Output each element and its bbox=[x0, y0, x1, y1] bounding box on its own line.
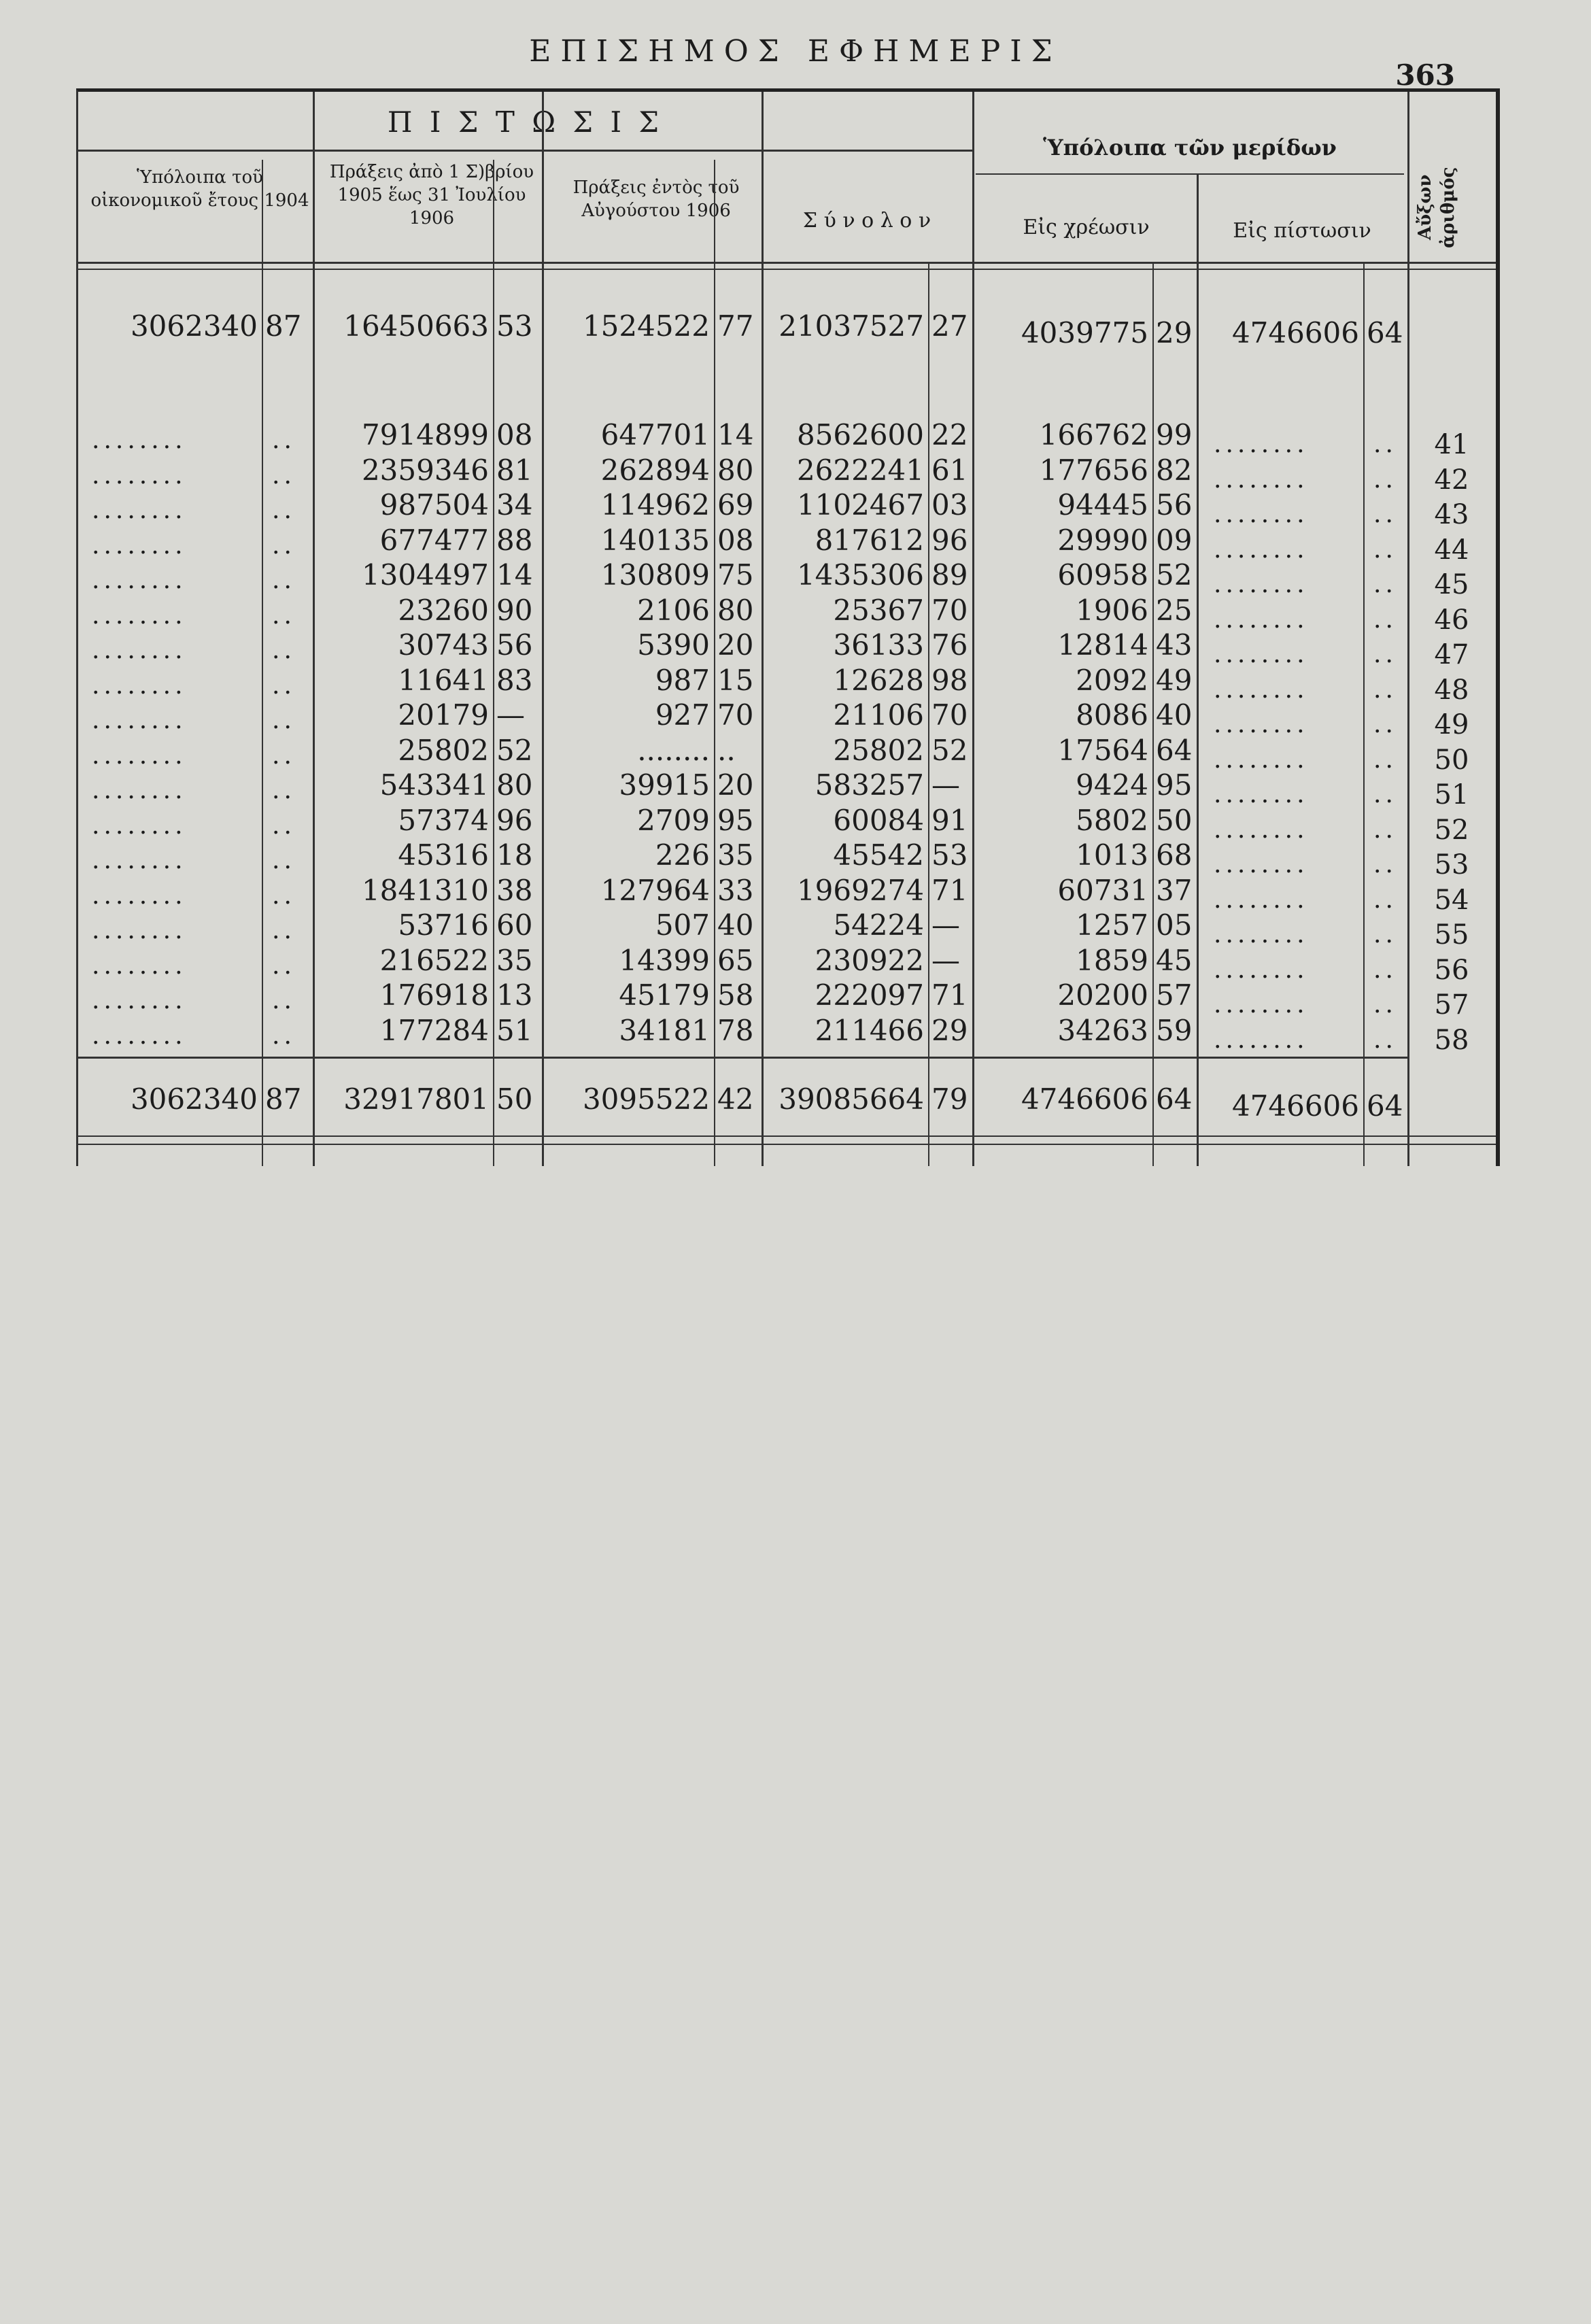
row-46-c4-whole: 25367 bbox=[833, 594, 924, 627]
column-rule bbox=[542, 92, 544, 1166]
decimal-rule bbox=[493, 160, 494, 1166]
placeholder-dots: ........ bbox=[1214, 746, 1309, 774]
row-47-c4-whole: 36133 bbox=[833, 628, 924, 662]
placeholder-dots: .. bbox=[272, 496, 296, 524]
row-55-c5-fraction: 05 bbox=[1156, 908, 1193, 942]
row-50-c3-fraction: .. bbox=[717, 734, 736, 767]
row-45-c3-whole: 130809 bbox=[600, 558, 710, 592]
header-credit: Εἰς πίστωσιν bbox=[1233, 219, 1371, 243]
row-48-c5-whole: 2092 bbox=[1076, 664, 1148, 697]
closing-rule bbox=[78, 1144, 1496, 1145]
placeholder-dots: .. bbox=[1373, 1026, 1397, 1054]
row-41-c3-whole: 647701 bbox=[600, 418, 710, 451]
row-42-c4-whole: 2622241 bbox=[796, 454, 924, 487]
row-52-c3-fraction: 95 bbox=[717, 804, 754, 837]
row-serial-number: 48 bbox=[1434, 674, 1469, 706]
row-43-c3-whole: 114962 bbox=[600, 488, 710, 522]
placeholder-dots: .. bbox=[272, 566, 296, 594]
row-50-c4-whole: 25802 bbox=[833, 734, 924, 767]
placeholder-dots: .. bbox=[272, 462, 296, 490]
row-serial-number: 44 bbox=[1434, 534, 1469, 566]
row-serial-number: 58 bbox=[1434, 1025, 1469, 1056]
row-serial-number: 50 bbox=[1434, 745, 1469, 776]
placeholder-dots: .. bbox=[1373, 746, 1397, 774]
totals-c5-fraction: 64 bbox=[1156, 1082, 1193, 1116]
header-serial-number: Αὔξων ἀριθμός bbox=[1415, 167, 1458, 248]
row-45-c5-whole: 60958 bbox=[1057, 558, 1148, 592]
row-serial-number: 57 bbox=[1434, 989, 1469, 1021]
row-51-c4-whole: 583257 bbox=[815, 768, 924, 802]
row-43-c5-fraction: 56 bbox=[1156, 488, 1193, 522]
row-56-c5-whole: 1859 bbox=[1076, 944, 1148, 977]
placeholder-dots: .. bbox=[1373, 886, 1397, 914]
row-57-c5-whole: 20200 bbox=[1057, 978, 1148, 1012]
placeholder-dots: ........ bbox=[1214, 466, 1309, 494]
row-46-c5-whole: 1906 bbox=[1076, 594, 1148, 627]
header-period-1905-1906: Πράξεις ἀπὸ 1 Σ)βρίου 1905 ἕως 31 Ἰουλίου 1906 bbox=[329, 162, 534, 228]
page-number: 363 bbox=[1395, 58, 1455, 92]
placeholder-dots: .. bbox=[272, 987, 296, 1014]
placeholder-dots: ........ bbox=[1214, 640, 1309, 668]
row-58-c2-whole: 177284 bbox=[379, 1014, 489, 1047]
row-47-c5-fraction: 43 bbox=[1156, 628, 1193, 662]
row-48-c3-whole: 987 bbox=[655, 664, 710, 697]
row-42-c3-fraction: 80 bbox=[717, 454, 754, 487]
placeholder-dots: .. bbox=[272, 672, 296, 700]
row-45-c2-whole: 1304497 bbox=[361, 558, 489, 592]
opening-c6-fraction: 64 bbox=[1367, 316, 1403, 349]
row-53-c3-whole: 226 bbox=[655, 838, 710, 872]
row-56-c2-whole: 216522 bbox=[379, 944, 489, 977]
placeholder-dots: ........ bbox=[1214, 500, 1309, 528]
row-56-c4-whole: 230922 bbox=[815, 944, 924, 977]
row-serial-number: 42 bbox=[1434, 464, 1469, 496]
placeholder-dots: ........ bbox=[1214, 711, 1309, 738]
row-51-c2-fraction: 80 bbox=[496, 768, 533, 802]
row-42-c5-whole: 177656 bbox=[1039, 454, 1148, 487]
row-56-c3-fraction: 65 bbox=[717, 944, 754, 977]
opening-c4-whole: 21037527 bbox=[779, 309, 924, 343]
row-48-c3-fraction: 15 bbox=[717, 664, 754, 697]
row-54-c4-fraction: 71 bbox=[931, 874, 968, 907]
totals-c2-whole: 32917801 bbox=[343, 1082, 489, 1116]
row-47-c4-fraction: 76 bbox=[931, 628, 968, 662]
row-49-c4-fraction: 70 bbox=[931, 698, 968, 732]
row-50-c5-fraction: 64 bbox=[1156, 734, 1193, 767]
row-58-c3-whole: 34181 bbox=[619, 1014, 710, 1047]
row-serial-number: 41 bbox=[1434, 429, 1469, 460]
placeholder-dots: .. bbox=[272, 847, 296, 874]
row-48-c2-whole: 11641 bbox=[398, 664, 489, 697]
row-57-c3-whole: 45179 bbox=[619, 978, 710, 1012]
row-53-c5-whole: 1013 bbox=[1076, 838, 1148, 872]
placeholder-dots: ........ bbox=[1214, 781, 1309, 808]
placeholder-dots: ........ bbox=[92, 672, 187, 700]
totals-c6-whole: 4746606 bbox=[1231, 1089, 1359, 1123]
opening-c2-fraction: 53 bbox=[496, 309, 533, 343]
row-serial-number: 47 bbox=[1434, 639, 1469, 670]
placeholder-dots: .. bbox=[1373, 991, 1397, 1019]
row-45-c3-fraction: 75 bbox=[717, 558, 754, 592]
row-serial-number: 52 bbox=[1434, 815, 1469, 846]
placeholder-dots: ........ bbox=[92, 706, 187, 734]
row-42-c3-whole: 262894 bbox=[600, 454, 710, 487]
row-55-c4-fraction: — bbox=[931, 908, 960, 942]
row-46-c3-whole: 2106 bbox=[637, 594, 710, 627]
placeholder-dots: ........ bbox=[1214, 956, 1309, 984]
totals-c6-fraction: 64 bbox=[1367, 1089, 1403, 1123]
closing-rule bbox=[78, 1135, 1496, 1137]
row-57-c4-whole: 222097 bbox=[815, 978, 924, 1012]
row-51-c3-whole: 39915 bbox=[619, 768, 710, 802]
placeholder-dots: ........ bbox=[92, 776, 187, 804]
row-57-c2-fraction: 13 bbox=[496, 978, 533, 1012]
row-46-c2-fraction: 90 bbox=[496, 594, 533, 627]
row-57-c2-whole: 176918 bbox=[379, 978, 489, 1012]
row-50-c3-whole: ........ bbox=[637, 734, 710, 767]
opening-c1-fraction: 87 bbox=[265, 309, 302, 343]
row-41-c5-whole: 166762 bbox=[1039, 418, 1148, 451]
placeholder-dots: ........ bbox=[92, 496, 187, 524]
balances-banner: Ὑπόλοιπα τῶν μερίδων bbox=[1043, 135, 1337, 160]
header-august-1906: Πράξεις ἐντὸς τοῦ Αὐγούστου 1906 bbox=[572, 177, 740, 221]
row-42-c4-fraction: 61 bbox=[931, 454, 968, 487]
placeholder-dots: ........ bbox=[1214, 991, 1309, 1019]
placeholder-dots: .. bbox=[1373, 500, 1397, 528]
row-51-c3-fraction: 20 bbox=[717, 768, 754, 802]
column-rule bbox=[1197, 173, 1199, 1166]
row-serial-number: 43 bbox=[1434, 499, 1469, 530]
placeholder-dots: ........ bbox=[1214, 606, 1309, 634]
placeholder-dots: .. bbox=[272, 917, 296, 944]
placeholder-dots: .. bbox=[1373, 640, 1397, 668]
decimal-rule bbox=[928, 262, 929, 1166]
header-debit: Εἰς χρέωσιν bbox=[1023, 216, 1150, 239]
row-49-c3-fraction: 70 bbox=[717, 698, 754, 732]
row-51-c5-whole: 9424 bbox=[1076, 768, 1148, 802]
row-42-c2-fraction: 81 bbox=[496, 454, 533, 487]
row-43-c4-whole: 1102467 bbox=[796, 488, 924, 522]
totals-c5-whole: 4746606 bbox=[1021, 1082, 1148, 1116]
placeholder-dots: ........ bbox=[1214, 536, 1309, 564]
row-46-c3-fraction: 80 bbox=[717, 594, 754, 627]
row-49-c2-whole: 20179 bbox=[398, 698, 489, 732]
placeholder-dots: .. bbox=[1373, 816, 1397, 844]
row-serial-number: 54 bbox=[1434, 885, 1469, 916]
row-46-c5-fraction: 25 bbox=[1156, 594, 1193, 627]
row-55-c3-whole: 507 bbox=[655, 908, 710, 942]
placeholder-dots: .. bbox=[272, 952, 296, 980]
row-52-c3-whole: 2709 bbox=[637, 804, 710, 837]
totals-c3-fraction: 42 bbox=[717, 1082, 754, 1116]
row-41-c4-fraction: 22 bbox=[931, 418, 968, 451]
row-55-c5-whole: 1257 bbox=[1076, 908, 1148, 942]
row-50-c4-fraction: 52 bbox=[931, 734, 968, 767]
opening-c5-whole: 4039775 bbox=[1021, 316, 1148, 349]
row-51-c5-fraction: 95 bbox=[1156, 768, 1193, 802]
opening-c5-fraction: 29 bbox=[1156, 316, 1193, 349]
placeholder-dots: ........ bbox=[92, 462, 187, 490]
row-58-c4-fraction: 29 bbox=[931, 1014, 968, 1047]
row-42-c5-fraction: 82 bbox=[1156, 454, 1193, 487]
row-56-c4-fraction: — bbox=[931, 944, 960, 977]
row-54-c3-fraction: 33 bbox=[717, 874, 754, 907]
totals-c1-fraction: 87 bbox=[265, 1082, 302, 1116]
placeholder-dots: ........ bbox=[92, 636, 187, 664]
placeholder-dots: ........ bbox=[92, 952, 187, 980]
placeholder-dots: ........ bbox=[92, 742, 187, 770]
row-41-c2-whole: 7914899 bbox=[361, 418, 489, 451]
row-57-c5-fraction: 57 bbox=[1156, 978, 1193, 1012]
placeholder-dots: .. bbox=[272, 426, 296, 454]
placeholder-dots: ........ bbox=[92, 882, 187, 910]
row-43-c5-whole: 94445 bbox=[1057, 488, 1148, 522]
row-52-c4-whole: 60084 bbox=[833, 804, 924, 837]
placeholder-dots: ........ bbox=[92, 917, 187, 944]
placeholder-dots: ........ bbox=[92, 987, 187, 1014]
row-53-c4-whole: 45542 bbox=[833, 838, 924, 872]
decimal-rule bbox=[714, 160, 715, 1166]
row-45-c2-fraction: 14 bbox=[496, 558, 533, 592]
placeholder-dots: ........ bbox=[92, 532, 187, 560]
placeholder-dots: .. bbox=[1373, 851, 1397, 878]
placeholder-dots: .. bbox=[272, 636, 296, 664]
opening-c3-fraction: 77 bbox=[717, 309, 754, 343]
row-44-c4-whole: 817612 bbox=[815, 524, 924, 557]
placeholder-dots: .. bbox=[1373, 711, 1397, 738]
placeholder-dots: ........ bbox=[1214, 851, 1309, 878]
placeholder-dots: ........ bbox=[1214, 816, 1309, 844]
placeholder-dots: .. bbox=[1373, 606, 1397, 634]
row-44-c3-whole: 140135 bbox=[600, 524, 710, 557]
row-55-c4-whole: 54224 bbox=[833, 908, 924, 942]
row-58-c2-fraction: 51 bbox=[496, 1014, 533, 1047]
placeholder-dots: .. bbox=[272, 602, 296, 630]
row-55-c2-whole: 53716 bbox=[398, 908, 489, 942]
row-52-c2-whole: 57374 bbox=[398, 804, 489, 837]
row-53-c2-fraction: 18 bbox=[496, 838, 533, 872]
placeholder-dots: .. bbox=[1373, 956, 1397, 984]
row-41-c5-fraction: 99 bbox=[1156, 418, 1193, 451]
row-55-c3-fraction: 40 bbox=[717, 908, 754, 942]
placeholder-dots: ........ bbox=[1214, 676, 1309, 704]
row-52-c2-fraction: 96 bbox=[496, 804, 533, 837]
row-48-c4-fraction: 98 bbox=[931, 664, 968, 697]
placeholder-dots: .. bbox=[272, 776, 296, 804]
row-49-c2-fraction: — bbox=[496, 698, 525, 732]
column-rule bbox=[762, 92, 764, 1166]
row-48-c5-fraction: 49 bbox=[1156, 664, 1193, 697]
decimal-rule bbox=[262, 160, 263, 1166]
row-48-c2-fraction: 83 bbox=[496, 664, 533, 697]
row-serial-number: 46 bbox=[1434, 604, 1469, 636]
row-53-c3-fraction: 35 bbox=[717, 838, 754, 872]
totals-c1-whole: 3062340 bbox=[130, 1082, 258, 1116]
row-48-c4-whole: 12628 bbox=[833, 664, 924, 697]
row-47-c5-whole: 12814 bbox=[1057, 628, 1148, 662]
row-44-c5-whole: 29990 bbox=[1057, 524, 1148, 557]
row-43-c3-fraction: 69 bbox=[717, 488, 754, 522]
row-42-c2-whole: 2359346 bbox=[361, 454, 489, 487]
placeholder-dots: .. bbox=[1373, 781, 1397, 808]
placeholder-dots: .. bbox=[1373, 676, 1397, 704]
row-49-c3-whole: 927 bbox=[655, 698, 710, 732]
placeholder-dots: .. bbox=[1373, 536, 1397, 564]
row-41-c4-whole: 8562600 bbox=[796, 418, 924, 451]
row-41-c2-fraction: 08 bbox=[496, 418, 533, 451]
row-44-c5-fraction: 09 bbox=[1156, 524, 1193, 557]
column-rule bbox=[972, 92, 974, 1166]
row-54-c2-whole: 1841310 bbox=[361, 874, 489, 907]
row-55-c2-fraction: 60 bbox=[496, 908, 533, 942]
credits-banner: Π Ι Σ Τ Ω Σ Ι Σ bbox=[387, 105, 664, 139]
column-rule bbox=[313, 92, 315, 1166]
column-rule bbox=[1407, 92, 1409, 1166]
row-47-c3-fraction: 20 bbox=[717, 628, 754, 662]
opening-c4-fraction: 27 bbox=[931, 309, 968, 343]
opening-c2-whole: 16450663 bbox=[343, 309, 489, 343]
row-58-c3-fraction: 78 bbox=[717, 1014, 754, 1047]
placeholder-dots: ........ bbox=[1214, 886, 1309, 914]
row-44-c2-fraction: 88 bbox=[496, 524, 533, 557]
row-58-c4-whole: 211466 bbox=[815, 1014, 924, 1047]
placeholder-dots: .. bbox=[272, 706, 296, 734]
placeholder-dots: ........ bbox=[92, 847, 187, 874]
decimal-rule bbox=[1152, 262, 1154, 1166]
placeholder-dots: ........ bbox=[1214, 430, 1309, 458]
row-47-c3-whole: 5390 bbox=[637, 628, 710, 662]
placeholder-dots: .. bbox=[1373, 430, 1397, 458]
row-49-c5-fraction: 40 bbox=[1156, 698, 1193, 732]
row-51-c4-fraction: — bbox=[931, 768, 960, 802]
row-50-c5-whole: 17564 bbox=[1057, 734, 1148, 767]
placeholder-dots: .. bbox=[272, 1022, 296, 1050]
placeholder-dots: .. bbox=[272, 812, 296, 840]
placeholder-dots: .. bbox=[1373, 570, 1397, 598]
totals-c3-whole: 3095522 bbox=[582, 1082, 710, 1116]
row-52-c5-whole: 5802 bbox=[1076, 804, 1148, 837]
placeholder-dots: .. bbox=[1373, 466, 1397, 494]
row-57-c4-fraction: 71 bbox=[931, 978, 968, 1012]
row-56-c5-fraction: 45 bbox=[1156, 944, 1193, 977]
totals-rule bbox=[78, 1057, 1407, 1059]
row-54-c3-whole: 127964 bbox=[600, 874, 710, 907]
placeholder-dots: .. bbox=[272, 882, 296, 910]
placeholder-dots: ........ bbox=[92, 602, 187, 630]
row-57-c3-fraction: 58 bbox=[717, 978, 754, 1012]
row-43-c2-fraction: 34 bbox=[496, 488, 533, 522]
row-46-c4-fraction: 70 bbox=[931, 594, 968, 627]
row-47-c2-whole: 30743 bbox=[398, 628, 489, 662]
placeholder-dots: .. bbox=[272, 532, 296, 560]
opening-c3-whole: 1524522 bbox=[582, 309, 710, 343]
placeholder-dots: ........ bbox=[92, 426, 187, 454]
row-54-c4-whole: 1969274 bbox=[796, 874, 924, 907]
row-53-c2-whole: 45316 bbox=[398, 838, 489, 872]
row-56-c2-fraction: 35 bbox=[496, 944, 533, 977]
opening-c1-whole: 3062340 bbox=[130, 309, 258, 343]
row-46-c2-whole: 23260 bbox=[398, 594, 489, 627]
placeholder-dots: ........ bbox=[92, 1022, 187, 1050]
header-balances-1904: Ὑπόλοιπα τοῦ οἰκονομικοῦ ἔτους 1904 bbox=[90, 167, 309, 211]
decimal-rule bbox=[1363, 262, 1365, 1166]
placeholder-dots: ........ bbox=[92, 566, 187, 594]
row-41-c3-fraction: 14 bbox=[717, 418, 754, 451]
row-54-c5-fraction: 37 bbox=[1156, 874, 1193, 907]
row-47-c2-fraction: 56 bbox=[496, 628, 533, 662]
row-53-c5-fraction: 68 bbox=[1156, 838, 1193, 872]
row-44-c3-fraction: 08 bbox=[717, 524, 754, 557]
page-header: ΕΠΙΣΗΜΟΣ ΕΦΗΜΕΡΙΣ bbox=[529, 34, 1062, 69]
placeholder-dots: ........ bbox=[1214, 570, 1309, 598]
row-54-c2-fraction: 38 bbox=[496, 874, 533, 907]
row-serial-number: 55 bbox=[1434, 919, 1469, 951]
opening-c6-whole: 4746606 bbox=[1231, 316, 1359, 349]
row-52-c5-fraction: 50 bbox=[1156, 804, 1193, 837]
row-45-c4-fraction: 89 bbox=[931, 558, 968, 592]
row-50-c2-whole: 25802 bbox=[398, 734, 489, 767]
row-serial-number: 51 bbox=[1434, 779, 1469, 810]
row-serial-number: 45 bbox=[1434, 569, 1469, 600]
row-54-c5-whole: 60731 bbox=[1057, 874, 1148, 907]
row-serial-number: 49 bbox=[1434, 709, 1469, 740]
row-45-c5-fraction: 52 bbox=[1156, 558, 1193, 592]
ledger-table bbox=[76, 88, 1500, 1166]
row-51-c2-whole: 543341 bbox=[379, 768, 489, 802]
totals-c2-fraction: 50 bbox=[496, 1082, 533, 1116]
row-58-c5-fraction: 59 bbox=[1156, 1014, 1193, 1047]
row-45-c4-whole: 1435306 bbox=[796, 558, 924, 592]
row-49-c5-whole: 8086 bbox=[1076, 698, 1148, 732]
row-58-c5-whole: 34263 bbox=[1057, 1014, 1148, 1047]
row-43-c4-fraction: 03 bbox=[931, 488, 968, 522]
placeholder-dots: ........ bbox=[1214, 921, 1309, 949]
placeholder-dots: .. bbox=[272, 742, 296, 770]
header-total: Σ ύ ν ο λ ο ν bbox=[802, 209, 931, 233]
row-43-c2-whole: 987504 bbox=[379, 488, 489, 522]
placeholder-dots: ........ bbox=[92, 812, 187, 840]
row-44-c4-fraction: 96 bbox=[931, 524, 968, 557]
row-serial-number: 56 bbox=[1434, 955, 1469, 986]
row-56-c3-whole: 14399 bbox=[619, 944, 710, 977]
row-49-c4-whole: 21106 bbox=[833, 698, 924, 732]
row-serial-number: 53 bbox=[1434, 849, 1469, 881]
row-52-c4-fraction: 91 bbox=[931, 804, 968, 837]
placeholder-dots: ........ bbox=[1214, 1026, 1309, 1054]
totals-c4-fraction: 79 bbox=[931, 1082, 968, 1116]
row-44-c2-whole: 677477 bbox=[379, 524, 489, 557]
row-53-c4-fraction: 53 bbox=[931, 838, 968, 872]
row-50-c2-fraction: 52 bbox=[496, 734, 533, 767]
placeholder-dots: .. bbox=[1373, 921, 1397, 949]
totals-c4-whole: 39085664 bbox=[779, 1082, 924, 1116]
